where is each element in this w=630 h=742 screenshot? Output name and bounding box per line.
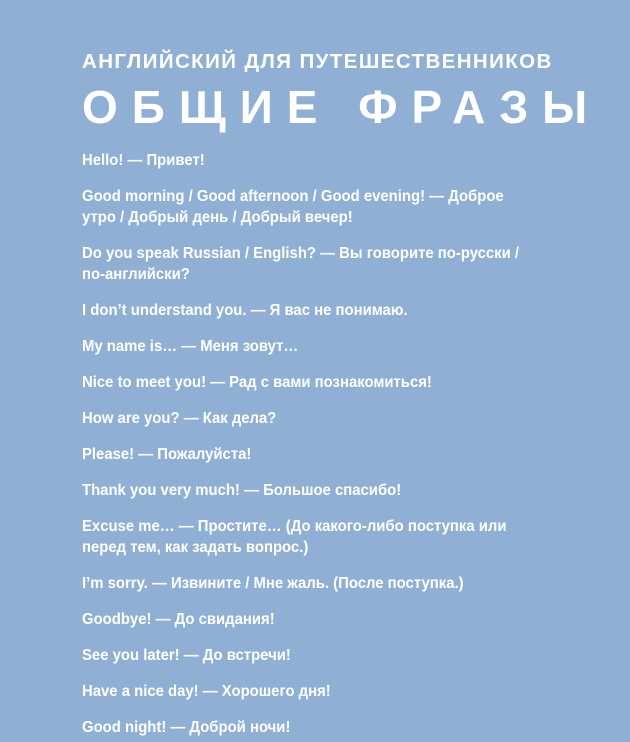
phrase-item: Goodbye! — До свидания! — [82, 611, 275, 628]
phrase-item: See you later! — До встречи! — [82, 647, 291, 664]
phrase-list — [82, 150, 590, 738]
phrase-item: My name is… — Меня зовут… — [82, 338, 299, 355]
phrase-item: Nice to meet you! — Рад с вами познакомиться! — [82, 374, 432, 391]
phrase-item: I don’t understand you. — Я вас не понимаю. — [82, 302, 408, 319]
phrase-item: Have a nice day! — Хорошего дня! — [82, 683, 331, 700]
phrase-item: I’m sorry. — Извините / Мне жаль. (После поступка.) — [82, 575, 464, 592]
phrase-item: Hello! — Привет! — [82, 152, 205, 169]
phrase-item: Do you speak Russian / English? — Вы говорите по-русски / по-английски? — [82, 245, 520, 283]
phrase-item: How are you? — Как дела? — [82, 410, 277, 427]
phrase-item: Excuse me… — Простите… (До какого-либо поступка или перед тем, как задать вопрос.) — [82, 518, 507, 556]
page-subtitle: АНГЛИЙСКИЙ ДЛЯ ПУТЕШЕСТВЕННИКОВ — [82, 50, 553, 73]
phrase-item: Good morning / Good afternoon / Good evening! — Доброе утро / Добрый день / Добрый вечер! — [82, 188, 504, 226]
phrase-item: Thank you very much! — Большое спасибо! — [82, 482, 402, 499]
page-title: ОБЩИЕ ФРАЗЫ — [82, 81, 602, 133]
phrase-item: Please! — Пожалуйста! — [82, 446, 252, 463]
phrase-item: Good night! — Доброй ночи! — [82, 719, 291, 736]
